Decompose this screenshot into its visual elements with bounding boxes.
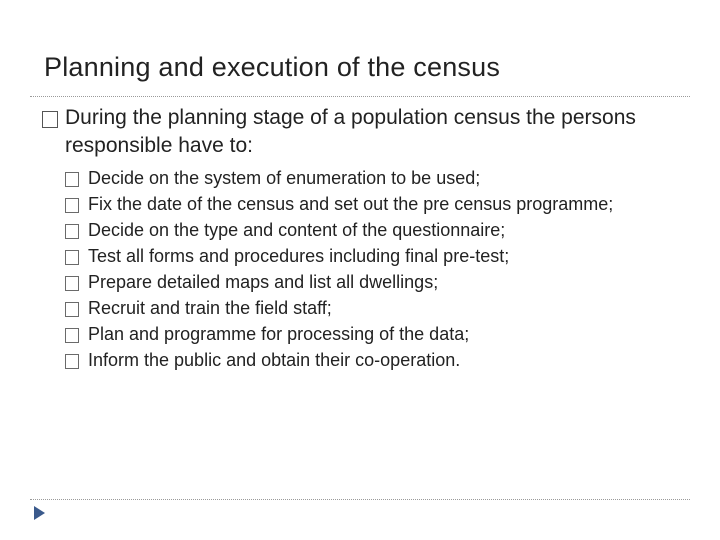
list-item-text: Fix the date of the census and set out the pre census programme;: [88, 194, 614, 214]
empty-square-bullet-icon: [65, 302, 79, 317]
list-item: [65, 271, 682, 294]
list-item-text: Recruit and train the field staff;: [88, 298, 332, 318]
list-item: [65, 297, 682, 320]
list-item-text: Prepare detailed maps and list all dwellings;: [88, 272, 439, 292]
slide-content: [42, 104, 682, 375]
title-divider: [30, 96, 690, 97]
list-item: [65, 349, 682, 372]
empty-square-bullet-icon: [65, 276, 79, 291]
empty-square-bullet-icon: [65, 354, 79, 369]
empty-square-bullet-icon: [65, 250, 79, 265]
list-item: [65, 323, 682, 346]
list-item: [65, 245, 682, 268]
main-bullet-text: During the planning stage of a population census the persons responsible have to:: [65, 106, 636, 157]
list-item-text: Decide on the type and content of the questionnaire;: [88, 220, 506, 240]
triangle-right-icon: [34, 506, 45, 520]
empty-square-bullet-icon: [65, 198, 79, 213]
list-item-text: Inform the public and obtain their co-operation.: [88, 350, 461, 370]
list-item: [65, 193, 682, 216]
empty-square-bullet-icon: [65, 172, 79, 187]
slide-title: Planning and execution of the census: [44, 52, 501, 82]
footer-divider: [30, 499, 690, 500]
sub-bullet-list: [42, 167, 682, 372]
list-item: [65, 167, 682, 190]
list-item: [65, 219, 682, 242]
empty-square-bullet-icon: [65, 328, 79, 343]
empty-square-bullet-icon: [42, 111, 58, 128]
list-item-text: Decide on the system of enumeration to be used;: [88, 168, 481, 188]
empty-square-bullet-icon: [65, 224, 79, 239]
list-item-text: Test all forms and procedures including final pre-test;: [88, 246, 510, 266]
list-item-text: Plan and programme for processing of the data;: [88, 324, 470, 344]
main-bullet: [42, 104, 682, 160]
